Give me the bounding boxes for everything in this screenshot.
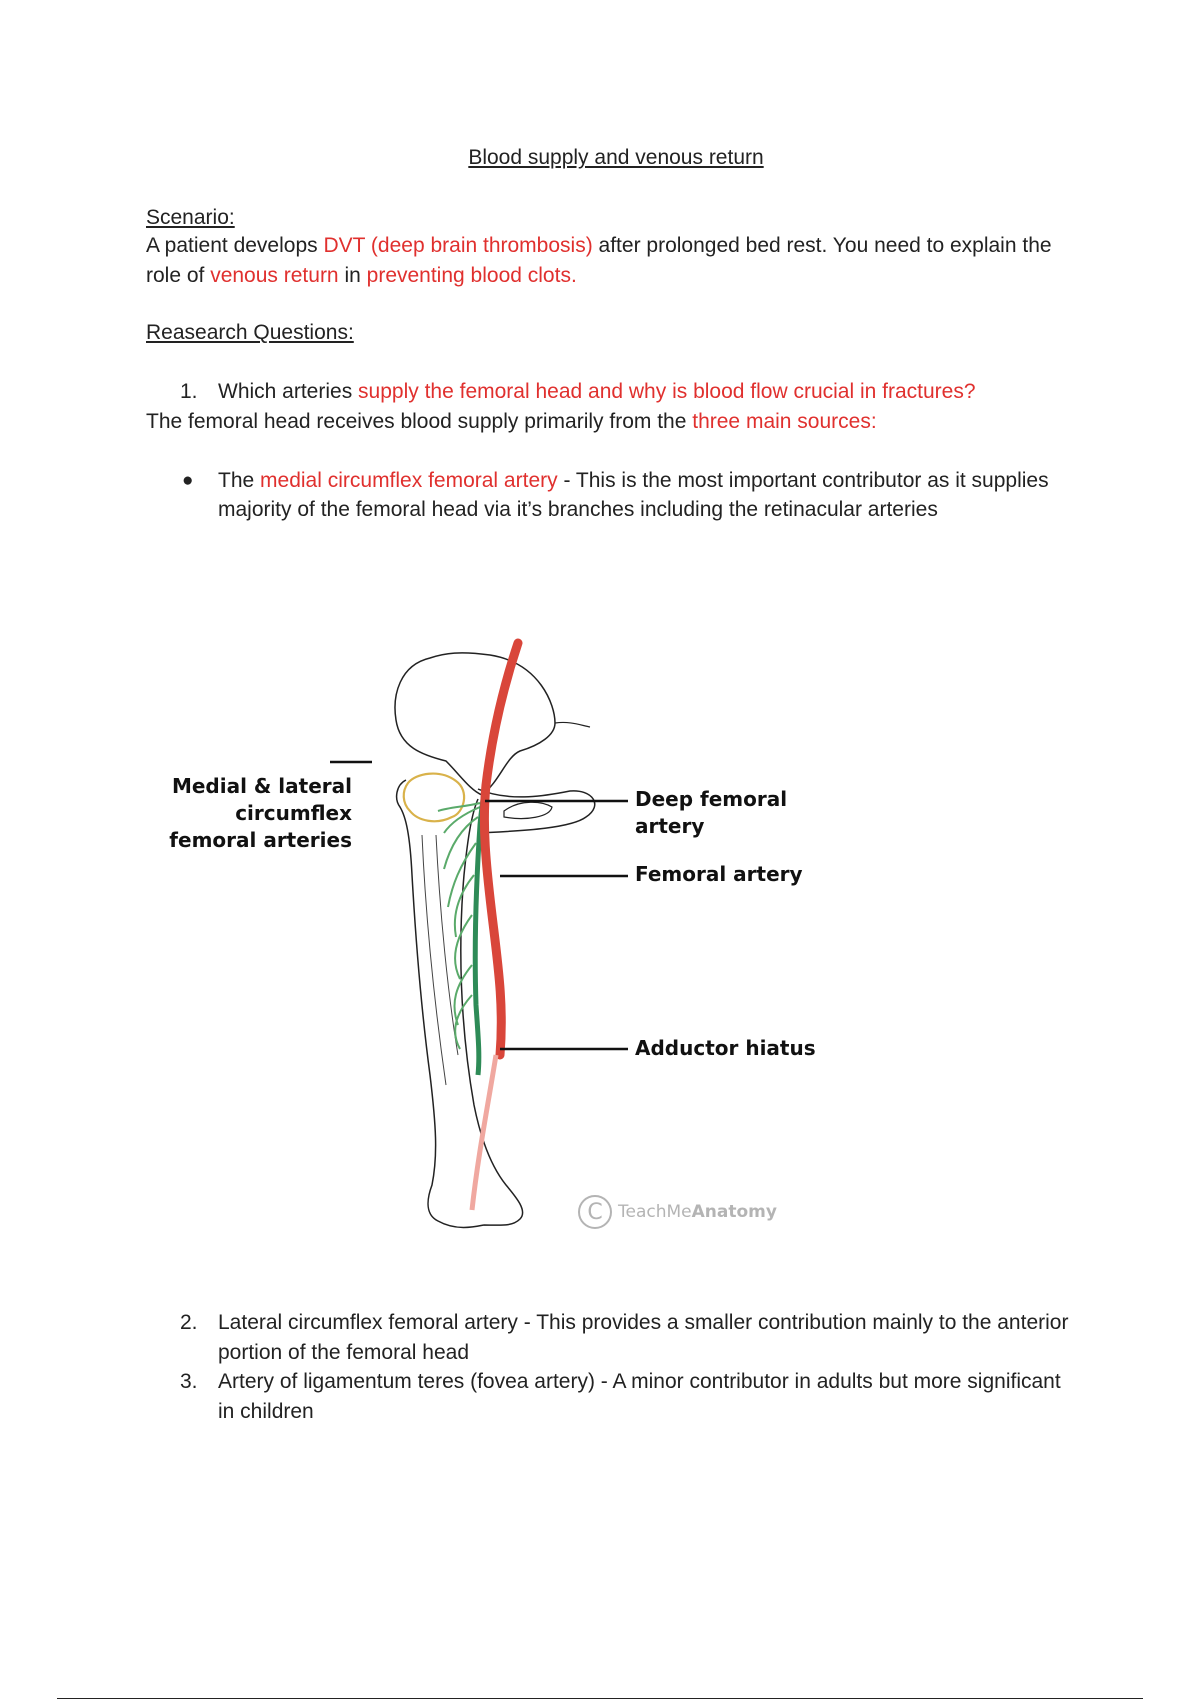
answer-intro: The femoral head receives blood supply primarily from the three main sources: (146, 410, 877, 433)
popliteal-continuation (472, 1055, 496, 1210)
teachmeanatomy-watermark: C Teach Me Anatomy (578, 1192, 777, 1232)
page-bottom-rule (57, 1698, 1143, 1699)
femur-inner-line-2 (436, 835, 458, 1055)
research-heading: Reasearch Questions: (146, 321, 354, 344)
bullet-medial-circumflex: ● The medial circumflex femoral artery - This is the most important contributor as it supplies majority of the femoral head via it’s branches including the retinacular arteries (180, 466, 1080, 524)
scenario-paragraph: A patient develops DVT (deep brain thrombosis) after prolonged bed rest. You need to explain the role of venous return in preventing blood clots. (146, 234, 1052, 287)
pubic-outline (478, 789, 595, 833)
pelvis-outline (395, 653, 555, 795)
list-item-2: 2. Lateral circumflex femoral artery - This provides a smaller contribution mainly to the anterior portion of the femoral head (180, 1311, 1069, 1364)
label-circumflex-arteries: Medial & lateral circumflex femoral arteries (169, 774, 352, 852)
highlight-dvt: DVT (deep brain thrombosis) (323, 234, 593, 257)
question-1: 1. Which arteries supply the femoral head and why is blood flow crucial in fractures? (180, 380, 976, 403)
highlight-venous-return: venous return (210, 264, 339, 287)
bullet-dot: ● (182, 470, 194, 491)
femoral-artery-vessel (484, 643, 518, 1055)
label-adductor-hiatus: Adductor hiatus (635, 1036, 816, 1060)
obturator-outline (504, 802, 552, 818)
femoral-head-outline (404, 774, 464, 822)
femur-inner-line (422, 835, 446, 1085)
femur-diagram (160, 585, 840, 1285)
scenario-heading: Scenario: (146, 206, 235, 229)
copyright-icon: C (578, 1195, 612, 1229)
label-deep-femoral-artery: Deep femoral artery (635, 787, 788, 838)
femur-illustration (160, 585, 840, 1285)
highlight-preventing-clots: preventing blood clots. (366, 264, 577, 287)
pelvis-edge (555, 722, 590, 727)
list-item-3: 3. Artery of ligamentum teres (fovea artery) - A minor contributor in adults but more significant in children (180, 1370, 1061, 1423)
page-title: Blood supply and venous return (468, 146, 764, 169)
label-femoral-artery: Femoral artery (635, 862, 803, 886)
